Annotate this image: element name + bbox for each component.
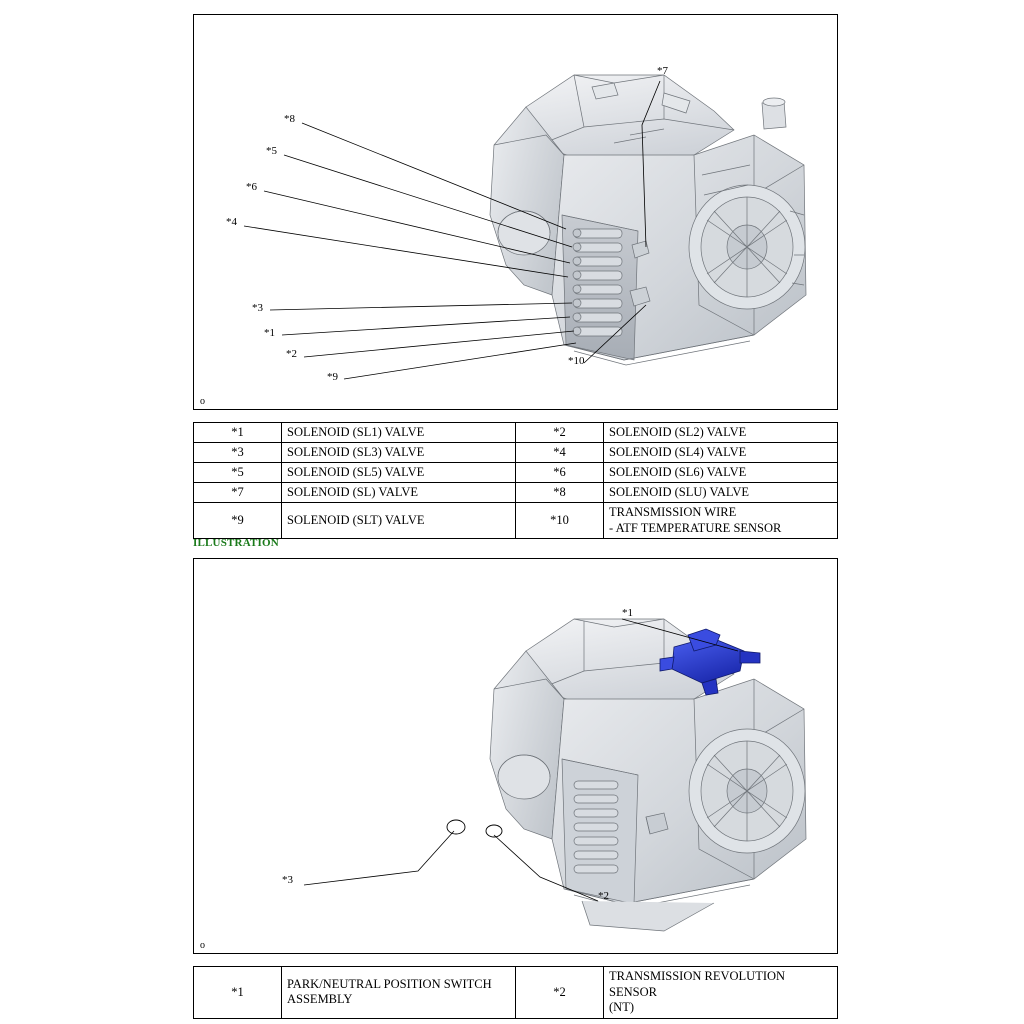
cell-num: *7 <box>194 483 282 503</box>
callout-f2-2: *2 <box>598 890 609 902</box>
callout-f1-7: *7 <box>657 65 668 77</box>
table-row <box>194 463 838 483</box>
table-row <box>194 483 838 503</box>
cell-text: SOLENOID (SL4) VALVE <box>604 443 838 463</box>
cell-text-line1: TRANSMISSION WIRE <box>609 505 737 519</box>
cell-text: SOLENOID (SL6) VALVE <box>604 463 838 483</box>
cell-text: SOLENOID (SL5) VALVE <box>282 463 516 483</box>
callout-f2-1: *1 <box>622 607 633 619</box>
cell-num: *2 <box>516 423 604 443</box>
cell-num: *6 <box>516 463 604 483</box>
callout-f1-10: *10 <box>568 355 585 367</box>
table-row <box>194 423 838 443</box>
cell-text: SOLENOID (SL1) VALVE <box>282 423 516 443</box>
cell-num: *10 <box>516 503 604 539</box>
legend-table-1 <box>193 422 838 539</box>
cell-text <box>282 967 516 1019</box>
cell-text: SOLENOID (SL2) VALVE <box>604 423 838 443</box>
cell-text: SOLENOID (SL) VALVE <box>282 483 516 503</box>
section-label-illustration: ILLUSTRATION <box>193 537 279 549</box>
cell-num: *5 <box>194 463 282 483</box>
cell-text <box>604 967 838 1019</box>
cell-text-line2: - ATF TEMPERATURE SENSOR <box>609 520 782 535</box>
cell-text-line2: ASSEMBLY <box>287 992 353 1007</box>
callout-f1-3: *3 <box>252 302 263 314</box>
callout-f1-4: *4 <box>226 216 237 228</box>
cell-text: SOLENOID (SLU) VALVE <box>604 483 838 503</box>
table-row <box>194 443 838 463</box>
transaxle-diagram-2 <box>194 559 837 953</box>
cell-text: SOLENOID (SLT) VALVE <box>282 503 516 539</box>
cell-num: *1 <box>194 423 282 443</box>
callout-f2-3: *3 <box>282 874 293 886</box>
cell-text-line1: PARK/NEUTRAL POSITION SWITCH <box>287 976 492 991</box>
callout-f1-2: *2 <box>286 348 297 360</box>
cell-num: *9 <box>194 503 282 539</box>
callout-f1-5: *5 <box>266 145 277 157</box>
cell-num: *3 <box>194 443 282 463</box>
cell-num: *4 <box>516 443 604 463</box>
cell-num: *8 <box>516 483 604 503</box>
cell-text: SOLENOID (SL3) VALVE <box>282 443 516 463</box>
callout-f1-9: *9 <box>327 371 338 383</box>
cell-text <box>604 503 838 539</box>
table-row <box>194 503 838 539</box>
callout-f1-1: *1 <box>264 327 275 339</box>
figure-1-frame <box>193 14 838 410</box>
cell-num: *2 <box>516 967 604 1019</box>
figure-2-origin-mark: o <box>200 940 205 951</box>
figure-2-frame <box>193 558 838 954</box>
callout-f1-6: *6 <box>246 181 257 193</box>
legend-table-2 <box>193 966 838 1019</box>
cell-text-line1: TRANSMISSION REVOLUTION SENSOR <box>609 969 786 999</box>
cell-num: *1 <box>194 967 282 1019</box>
figure-1-origin-mark: o <box>200 396 205 407</box>
callout-f1-8: *8 <box>284 113 295 125</box>
cell-text-line2: (NT) <box>609 1000 634 1015</box>
table-row <box>194 967 838 1019</box>
